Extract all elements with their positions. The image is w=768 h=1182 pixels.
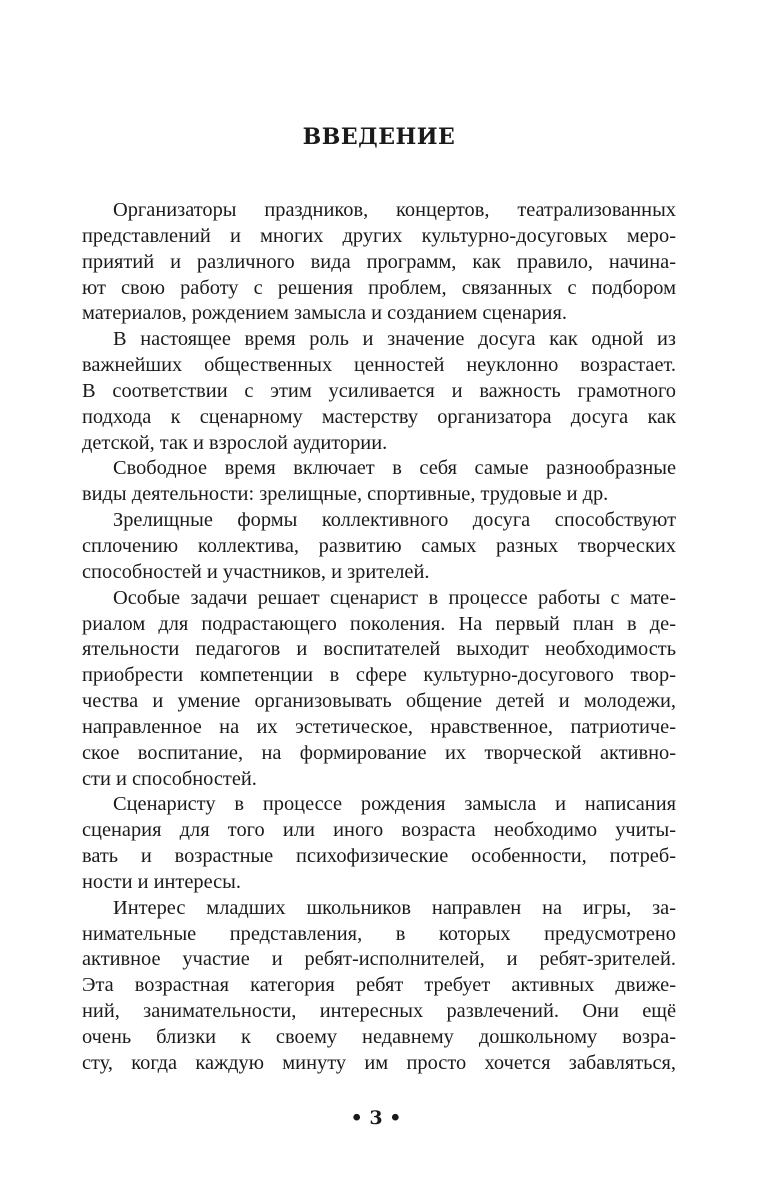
text-line: Свободное время включает в себя самые разнообразные (113, 457, 676, 480)
text-line: подхода к сценарному мастерству организатора досуга как (82, 405, 676, 428)
paragraph (82, 586, 676, 793)
text-line: очень близки к своему недавнему дошкольному возра- (82, 1026, 676, 1048)
text-line: ний, занимательности, интересных развлечений. Они ещё (82, 1000, 676, 1023)
text-line: способностей и участников, и зрителей. (82, 560, 430, 583)
text-line: вать и возрастные психофизические особенности, потреб- (82, 845, 676, 868)
text-line: Особые задачи решает сценарист в процессе работы с мате- (113, 586, 676, 609)
text-line: ское воспитание, на формирование их творческой активно- (82, 741, 676, 764)
paragraph (82, 508, 676, 586)
text-line: В настоящее время роль и значение досуга как одной из (113, 328, 676, 351)
text-line: материалов, рождением замысла и созданием сценария. (82, 302, 567, 325)
text-line: направленное на их эстетическое, нравственное, патриотиче- (82, 715, 676, 738)
text-line: Организаторы праздников, концертов, театрализованных (113, 199, 676, 221)
text-line: ности и интересы. (82, 870, 241, 893)
text-line: ют свою работу с решения проблем, связанных с подбором (82, 276, 676, 299)
page-number: • 3 • (350, 1107, 402, 1129)
text-line: Зрелищные формы коллективного досуга способствуют (113, 509, 676, 532)
text-line: риалом для подрастающего поколения. На первый план в де- (82, 612, 676, 635)
text-line: сплочению коллектива, развитию самых разных творческих (82, 534, 676, 557)
chapter-title: ВВЕДЕНИЕ (302, 124, 456, 150)
body-text (82, 198, 676, 1077)
text-line: приобрести компетенции в сфере культурно-досугового твор- (82, 664, 676, 687)
text-line: активное участие и ребят-исполнителей, и ребят-зрителей. (82, 948, 676, 971)
paragraph (82, 896, 676, 1077)
text-line: Интерес младших школьников направлен на игры, за- (113, 896, 676, 919)
text-line: чества и умение организовывать общение детей и молодежи, (82, 690, 676, 713)
text-line: сценария для того или иного возраста необходимо учиты- (82, 819, 676, 842)
text-line: ятельности педагогов и воспитателей выходит необходимость (82, 638, 676, 661)
text-line: Сценаристу в процессе рождения замысла и написания (113, 793, 676, 816)
paragraph (82, 456, 676, 508)
paragraph (82, 198, 676, 327)
text-line: детской, так и взрослой аудитории. (82, 431, 388, 454)
text-line: В соответствии с этим усиливается и важность грамотного (82, 379, 676, 402)
text-line: важнейших общественных ценностей неуклонно возрастает. (82, 354, 676, 377)
text-line: приятий и различного вида программ, как правило, начина- (82, 250, 676, 273)
text-line: виды деятельности: зрелищные, спортивные, трудовые и др. (82, 483, 609, 506)
text-line: Эта возрастная категория ребят требует активных движе- (82, 974, 676, 997)
text-line: сту, когда каждую минуту им просто хочется забавляться, (82, 1051, 676, 1074)
paragraph (82, 327, 676, 456)
text-line: сти и способностей. (82, 767, 257, 790)
text-line: нимательные представления, в которых предусмотрено (82, 922, 676, 945)
text-line: представлений и многих других культурно-досуговых меро- (82, 224, 676, 247)
paragraph (82, 792, 676, 895)
